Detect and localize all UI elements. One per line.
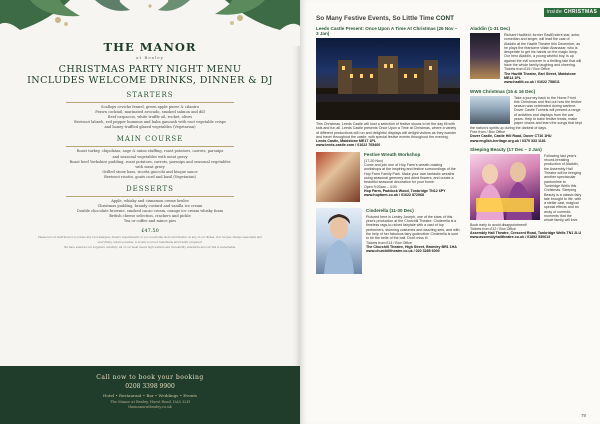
event-leeds-castle xyxy=(316,26,460,148)
event-wreath-workshop xyxy=(316,152,460,204)
page-number: 79 xyxy=(581,413,586,418)
venue-website[interactable]: themanoratbexley.co.uk xyxy=(128,405,172,409)
starter-item: Beef carpaccio, white truffle oil, rocket, olives xyxy=(107,115,193,120)
starters-heading: STARTERS xyxy=(126,91,174,99)
leeds-castle-photo xyxy=(316,38,460,120)
dessert-item: Apple, whisky and cinnamon creme brulee xyxy=(111,199,189,204)
booking-phone[interactable]: 0208 3398 9900 xyxy=(125,383,175,390)
page-heading xyxy=(316,15,454,22)
event-opening: Open 9:00am – 4:00 xyxy=(364,184,397,189)
section-tag-brand: inside xyxy=(546,9,563,15)
event-website[interactable]: www.hazlitt.co.uk / 01622 758611 xyxy=(504,80,560,85)
venue-address: The Manor at Bexley, Hurst Road, DA5 3LH xyxy=(110,400,190,404)
event-description: Richard Hadfield, former EastEnders star, actor, comedian and singer, will lead the cast of Aladdin at the Hazlitt Theatre this December, as he plays the fearsome villain Abanazar, who is desperate to get his hands on the magic lamp. Our hero Aladdin, a young wishful boy, is up against the evil sorcerer in a thrilling tale that will have the whole family laughing and cheering. xyxy=(504,33,582,68)
event-website[interactable]: www.hopfarm.co.uk / 01622 872068 xyxy=(364,193,424,198)
divider xyxy=(66,102,234,103)
event-sleeping-beauty xyxy=(470,147,582,240)
menu-content xyxy=(18,40,282,364)
event-description: This Christmas, Leeds Castle will host a selection of festive shows to let the day fill with kids and fun all. Leeds Castle presents Once Upon a Time at Christmas, where a variety of different productions will run and delightful displays will delight visitors as they wander and travel throughout the castle, with special festive events throughout the evening. xyxy=(316,122,457,139)
event-contact: Leeds Castle, Maidstone ME17 1PL xyxy=(316,139,376,144)
wwii-photo xyxy=(470,96,510,124)
section-tag-word: CHRISTMAS xyxy=(563,9,598,15)
event-prices: Free from / Box Office xyxy=(470,129,506,134)
menu-price: £47.50 xyxy=(141,227,159,234)
column-right xyxy=(470,26,582,244)
allergy-note: everything, where possible, is locally sourced, handmade and freshly prepared. xyxy=(97,240,203,244)
divider xyxy=(66,196,234,197)
event-aladdin xyxy=(470,26,582,85)
cinderella-photo xyxy=(316,208,362,274)
event-contact: Hop Farm, Paddock Wood, Tonbridge TN12 6PY xyxy=(364,188,446,193)
event-contact: The Churchill Theatre, High Street, Bromley BR1 1HA xyxy=(366,244,457,249)
main-item: Beetroot risotto, goats curd and basil (Vegetarian) xyxy=(104,174,196,179)
menu-title-line2: INCLUDES WELCOME DRINKS, DINNER & DJ xyxy=(27,75,273,86)
event-description: Pictured here is Lesley Joseph, one of the stars of this year's production at the Churchill Theatre. Cinderella is a timeless rags-to-riches fairytale with a cast of top performers, stunning costumes and dazzling sets, and with the help of her fabulous fairy godmother Cinderella is sure to be the belle of the ball. Don't miss it! xyxy=(366,214,460,241)
event-description: Following last year's record-breaking production of Aladdin, the Assembly Hall Theatre will be bringing another spectacular pantomime to Tunbridge Wells this Christmas. Sleeping Beauty is a classic fairy tale brought to life, with a stellar cast, magical special effects and an array of comedic moments that the whole family will love. Book early to avoid disappointment! xyxy=(470,153,582,227)
event-title xyxy=(316,26,460,36)
main-item: Grilled stone bass, ricotta gnocchi and bisque sauce xyxy=(102,169,198,174)
event-title: Festive Wreath Workshop xyxy=(364,151,421,157)
event-website[interactable]: www.english-heritage.org.uk / 0370 333 1181 xyxy=(470,138,546,143)
event-title: Sleeping Beauty (17 Dec – 2 Jan) xyxy=(470,146,542,152)
venue-name: THE MANOR xyxy=(103,40,197,54)
main-course-heading: MAIN COURSE xyxy=(116,135,184,144)
event-contact: Dover Castle, Castle Hill Road, Dover CT16 1HU xyxy=(470,134,552,139)
event-dates: (17-20 Nov) xyxy=(364,158,383,163)
dessert-item: Tea or coffee and mince pies xyxy=(123,219,177,224)
event-website[interactable]: www.assemblyhalltheatre.co.uk / 01892 530613 xyxy=(470,235,551,240)
starter-item: and honey truffled glazed vegetables (Vegetarian) xyxy=(104,125,196,130)
page-heading-cont: CONT xyxy=(435,15,455,22)
event-cinderella xyxy=(316,208,460,276)
desserts-heading: DESSERTS xyxy=(126,185,174,194)
event-title: Cinderella (11-30 Dec) xyxy=(366,207,414,213)
pantomime-poster-illustration xyxy=(470,154,540,220)
event-website[interactable]: www.churchilltheatre.co.uk / 020 3285 6000 xyxy=(366,249,440,254)
main-item: Roast beef Yorkshire pudding, roast potatoes, carrots, parsnips and seasonal vegetables xyxy=(69,159,231,164)
allergy-note: We have selected our suppliers carefully; all of our meat meets high welfare and traceability standards and our fish is sustainable. xyxy=(64,246,236,250)
sleeping-beauty-poster xyxy=(470,154,540,220)
allergy-note: Please let our staff know if you have any food allergies, dietary requirements or you would like more information on any of our dishes. Our recipes change seasonally and xyxy=(38,235,262,239)
event-prices: Tickets from £14 / Box Office xyxy=(366,240,412,245)
event-description: Come and join one of Hop Farm's wreath-making workshops at the inspiring and festive surroundings of the Hop Farm Family Park. Make your own fantastic wreaths using seasonal greenery and dried flowers, and create a beautiful seasonal decoration for your home. xyxy=(364,163,456,185)
starter-item: Prawn cocktail, marinated avocado, smoked salmon and dill xyxy=(95,110,205,115)
event-title-text: Leeds Castle Present: Once Upon A Time At Christmas xyxy=(316,26,436,31)
event-prices: Tickets from £12 / Box Office xyxy=(470,226,516,231)
event-contact: The Hazlitt Theatre, Earl Street, Maidstone ME14 1PL xyxy=(504,71,576,80)
wreath-workshop-photo xyxy=(316,152,360,202)
event-dates: (26 Nov – 3 Jan) xyxy=(316,26,458,36)
column-left xyxy=(316,26,460,280)
menu-title-line1: CHRISTMAS PARTY NIGHT MENU xyxy=(58,64,242,75)
menu-title xyxy=(18,64,282,86)
section-tag xyxy=(544,8,600,17)
event-description: Take a journey back to the Home Front this Christmas and find out how the festive season was celebrated during wartime. Dover Castle Tunnels will present a range of activities and displays from the war years. Help to bake festive treats, make paper chains and learn the songs that kept the nation's spirits up during the darkest of days. xyxy=(470,95,582,130)
performer-illustration xyxy=(316,208,362,274)
castle-illustration xyxy=(316,38,460,120)
event-prices: Tickets from £15 / Box Office xyxy=(504,67,550,72)
aladdin-photo xyxy=(470,33,500,79)
dessert-item: Christmas pudding, brandy custard and vanilla ice cream xyxy=(97,204,203,209)
booking-footer xyxy=(0,366,300,424)
main-item: Roast turkey, chipolatas, sage & onion stuffing, roast potatoes, carrots, parsnips xyxy=(76,149,224,154)
event-title: WWII Christmas (15 & 16 Dec) xyxy=(470,88,536,94)
editorial-page xyxy=(300,0,600,424)
venue-services: Hotel • Restaurant • Bar • Weddings • Events xyxy=(102,393,197,398)
event-wwii-christmas xyxy=(470,89,582,143)
main-item: and seasonal vegetables with meat gravy xyxy=(112,154,188,159)
venue-subtitle: at Bexley xyxy=(136,55,164,60)
divider xyxy=(66,146,234,147)
page-heading-main: So Many Festive Events, So Little Time xyxy=(316,15,436,22)
booking-call-to-action: Call now to book your booking xyxy=(96,374,204,381)
main-item: with meat gravy xyxy=(135,164,165,169)
starter-item: Beetroot labneh, red pepper hummus and baba ganoush with root vegetable crisps xyxy=(74,120,226,125)
event-contact: Assembly Hall Theatre, Crescent Road, Tunbridge Wells TN1 2LU xyxy=(470,231,582,236)
dessert-item: Double chocolate brownie, smoked cacao cream, orange ice cream whisky foam xyxy=(76,209,224,214)
dessert-item: British cheese selection, crackers and pickle xyxy=(109,214,191,219)
starter-item: Scallops ceviche fennel, green apple puree & cilantro xyxy=(101,105,199,109)
event-website[interactable]: www.leeds-castle.com / 01622 765400 xyxy=(316,143,381,148)
event-title: Aladdin (1-31 Dec) xyxy=(470,26,511,31)
